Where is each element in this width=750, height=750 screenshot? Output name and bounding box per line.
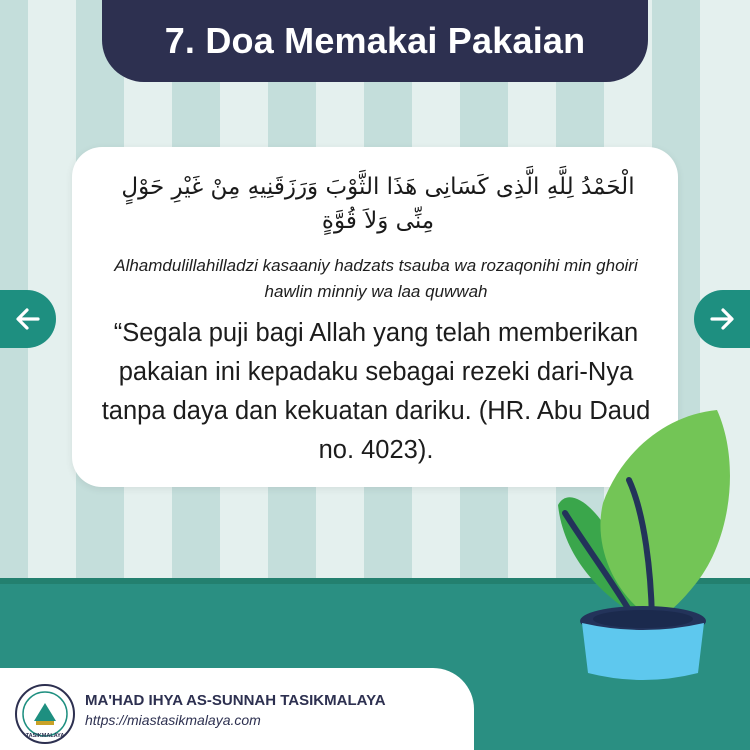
organization-name: MA'HAD IHYA AS-SUNNAH TASIKMALAYA [85, 692, 386, 709]
logo-text: TASIKMALAYA [25, 733, 65, 739]
mahad-logo [14, 683, 76, 745]
transliteration-text: Alhamdulillahilladzi kasaaniy hadzats tsauba wa rozaqonihi min ghoiri hawlin minniy wa laa quwwah [114, 256, 638, 301]
title-banner [102, 0, 648, 82]
translation-text: “Segala puji bagi Allah yang telah memberikan pakaian ini kepadaku sebagai rezeki dari-Nya tanpa daya dan kekuatan dariku. (HR. Abu Daud no. 4023). [101, 319, 651, 464]
arabic-text: الْحَمْدُ لِلَّهِ الَّذِى كَسَانِى هَذَا الثَّوْبَ وَرَزَقَنِيهِ مِنْ غَيْرِ حَوْلٍ مِنِّى وَلاَ قُوَّةٍ [121, 174, 635, 234]
arrow-left-icon [14, 305, 42, 333]
page-title: 7. Doa Memakai Pakaian [164, 20, 586, 61]
arrow-right-icon [708, 305, 736, 333]
plant-illustration [505, 395, 750, 695]
previous-button[interactable] [0, 290, 56, 348]
website-link[interactable]: https://miastasikmalaya.com [85, 712, 261, 728]
next-button[interactable] [694, 290, 750, 348]
